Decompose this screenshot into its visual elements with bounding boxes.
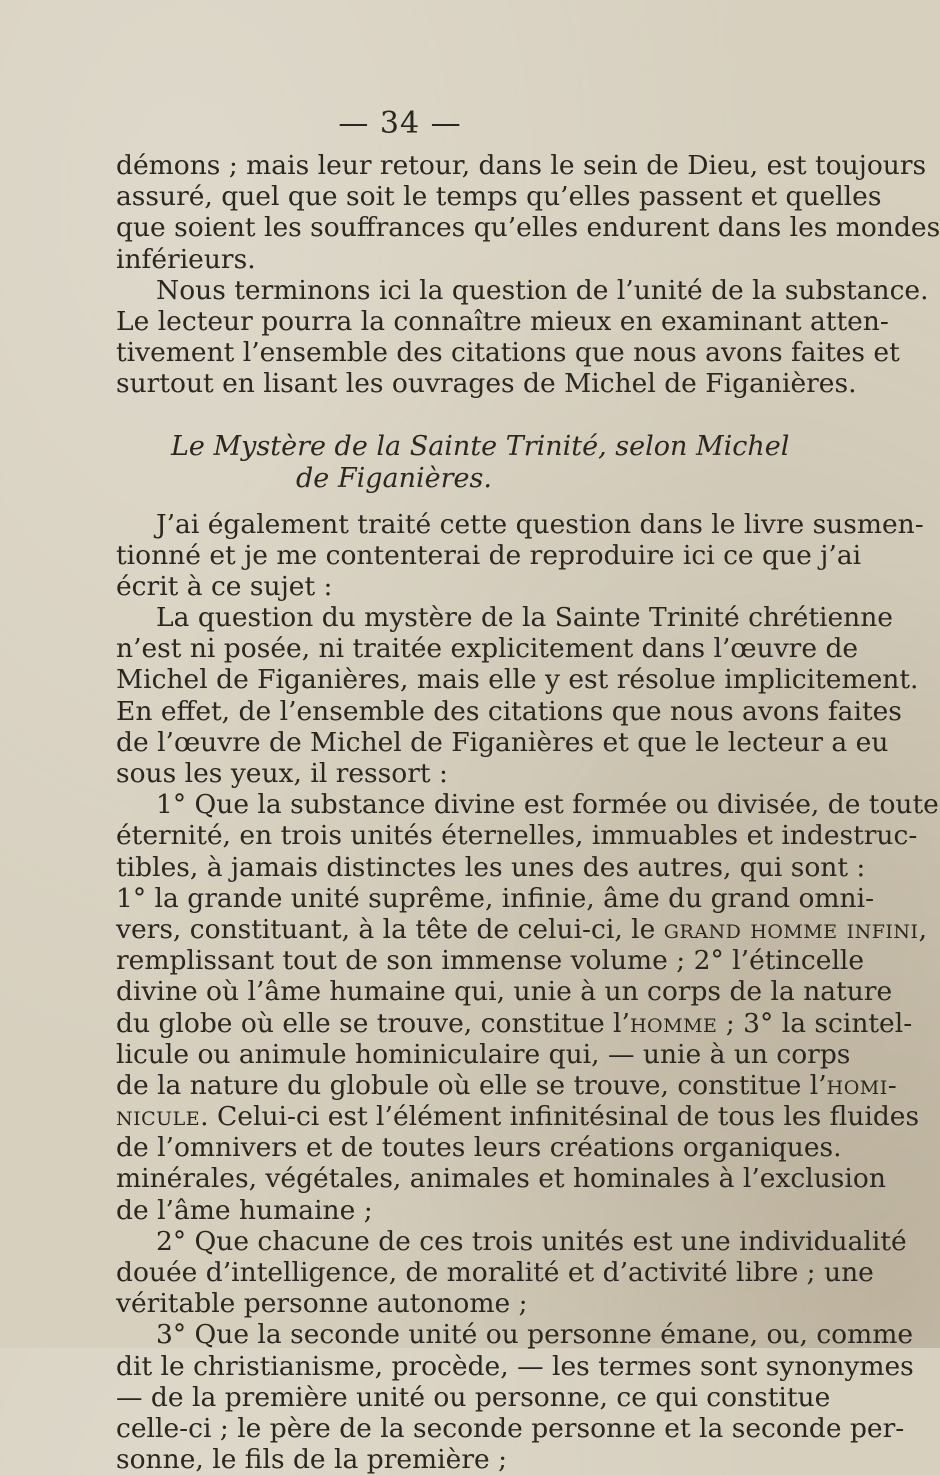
text-line: tivement l’ensemble des citations que nous avons faites et [116,337,900,369]
text-line: véritable personne autonome ; [116,1288,528,1320]
paragraph-7 [116,1319,914,1475]
paragraph-5 [116,789,939,1226]
section-title-line: de Figanières. [296,462,492,494]
text-line: dit le christianisme, procède, — les termes sont synonymes [116,1350,914,1382]
small-caps-term: grand homme infini [663,913,919,945]
text-segment: vers, constituant, à la tête de celui-ci, le [116,913,664,945]
text-line: sonne, le fils de la première ; [116,1444,508,1475]
text-line [116,976,893,1008]
text-line: J’ai également traité cette question dans le livre susmen- [156,508,924,540]
text-segment: ; 3° la scintel- [717,1007,913,1039]
text-line: — de la première unité ou personne, ce qui constitue [116,1381,831,1413]
paragraph-6 [116,1225,907,1320]
text-line: Nous terminons ici la question de l’unité de la substance. [156,274,929,306]
text-line: tibles, à jamais distinctes les unes des autres, qui sont : [116,851,866,883]
text-line: Le lecteur pourra la connaître mieux en examinant atten- [116,305,889,337]
text-segment: . Celui-ci est l’élément infinitésinal de tous les fluides [200,1101,920,1133]
paragraph-2 [116,274,929,400]
text-line: de l’omnivers et de toutes leurs créations organiques. [116,1132,842,1164]
text-line: sous les yeux, il ressort : [116,758,448,789]
body-text [116,150,940,1475]
text-line: 1° la grande unité suprême, infinie, âme du grand omni- [116,882,875,914]
text-line: licule ou animule hominiculaire qui, — unie à un corps [116,1038,851,1070]
section-title-line: Le Mystère de la Sainte Trinité, selon Michel [171,430,790,462]
small-caps-term: nicule [116,1101,201,1133]
paragraph-3 [116,508,924,603]
text-segment: divine où l’âme humaine qui, unie à un corps de la nature [116,976,893,1008]
text-line: remplissant tout de son immense volume ; 2° l’étincelle [116,945,865,977]
text-line [116,1069,898,1101]
text-segment: de la nature du globule où elle se trouve, constitue l’ [116,1069,827,1101]
text-line: En effet, de l’ensemble des citations que nous avons faites [116,695,902,727]
text-line: assuré, quel que soit le temps qu’elles passent et quelles [116,181,882,213]
text-line: surtout en lisant les ouvrages de Michel de Figanières. [116,368,857,400]
page-number: — 34 — [338,106,462,141]
text-segment: du globe où elle se trouve, constitue l’ [116,1007,630,1039]
text-line: 1° Que la substance divine est formée ou divisée, de toute [156,789,939,821]
text-line: éternité, en trois unités éternelles, immuables et indestruc- [116,820,918,852]
text-line [116,1101,920,1133]
text-line: démons ; mais leur retour, dans le sein de Dieu, est toujours [116,150,927,181]
spacer [116,495,741,509]
paragraph-1 [116,150,940,275]
section-heading [116,430,790,495]
text-line: douée d’intelligence, de moralité et d’activité libre ; une [116,1257,874,1288]
text-line [116,913,927,945]
text-line: 3° Que la seconde unité ou personne émane, ou, comme [156,1319,914,1351]
text-line: Michel de Figanières, mais elle y est résolue implicitement. [116,664,919,696]
small-caps-term: homme [629,1007,718,1039]
text-line: tionné et je me contenterai de reproduire ici ce que j’ai [116,539,862,571]
text-line: celle-ci ; le père de la seconde personne et la seconde per- [116,1412,905,1444]
text-line: que soient les souffrances qu’elles endurent dans les mondes [116,212,940,244]
text-line [116,1007,913,1039]
small-caps-term: homi- [826,1069,898,1101]
spacer [116,400,741,431]
text-line: de l’œuvre de Michel de Figanières et que le lecteur a eu [116,726,889,758]
text-line: n’est ni posée, ni traitée explicitement dans l’œuvre de [116,633,859,665]
text-line: minérales, végétales, animales et hominales à l’exclusion [116,1163,886,1195]
text-line: La question du mystère de la Sainte Trinité chrétienne [156,602,893,634]
text-segment: , [918,913,927,945]
text-line: 2° Que chacune de ces trois unités est une individualité [156,1225,907,1257]
paragraph-4 [116,602,919,789]
text-line: inférieurs. [116,243,256,275]
text-line: de l’âme humaine ; [116,1194,373,1226]
text-line: écrit à ce sujet : [116,570,333,602]
